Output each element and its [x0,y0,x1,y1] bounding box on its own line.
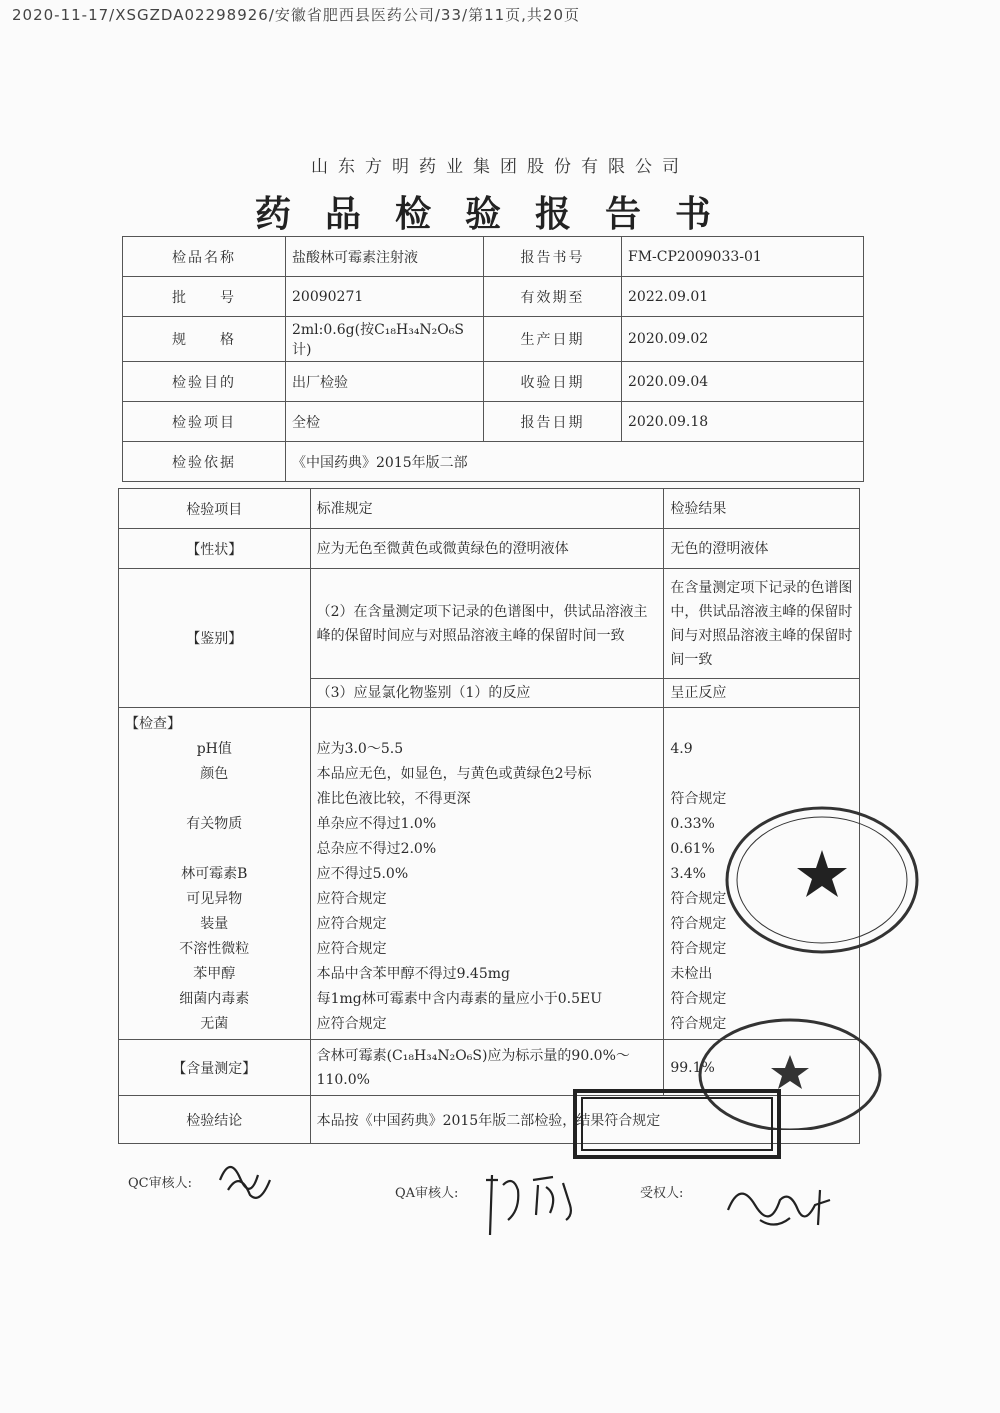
inspection-standard: 应符合规定 [316,916,387,932]
inspection-standard: 本品应无色，如显色，与黄色或黄绿色2号标 [316,766,592,782]
inspection-item [125,837,304,862]
inspection-result: 符合规定 [670,941,727,957]
product-name-value: 盐酸林可霉素注射液 [286,237,484,277]
production-date-value: 2020.09.02 [622,317,864,362]
inspection-standards [310,708,664,1040]
blank-line [317,712,658,737]
report-date-label: 报告日期 [484,402,622,442]
inspection-item: 有关物质 [186,816,243,832]
quality-seal-stamp [722,800,922,960]
assay-result: 99.1% [664,1040,860,1096]
inspection-standard: 应为3.0～5.5 [316,741,404,757]
assay-item: 【含量测定】 [119,1040,311,1096]
identification-result-2: 在含量测定项下记录的色谱图中，供试品溶液主峰的保留时间与对照品溶液主峰的保留时间一致 [664,569,860,679]
info-row [123,402,864,442]
inspection-result: 符合规定 [670,991,727,1007]
qa-reviewer-label: QA审核人: [395,1186,459,1201]
appearance-result: 无色的澄明液体 [664,529,860,569]
identification-row [119,569,860,679]
inspection-items [119,708,311,1040]
header-item: 检验项目 [119,489,311,529]
inspection-standard: 本品中含苯甲醇不得过9.45mg [316,966,510,982]
appearance-row [119,529,860,569]
inspection-standard: 每1mg林可霉素中含内毒素的量应小于0.5EU [316,991,603,1007]
inspection-result [670,762,853,787]
product-name-label: 检品名称 [123,237,286,277]
purpose-label: 检验目的 [123,362,286,402]
inspection-result: 符合规定 [670,891,727,907]
inspection-standard: 单杂应不得过1.0% [316,816,437,832]
qc-signature [210,1150,280,1210]
inspection-result: 0.61% [670,841,715,857]
qa-signature [478,1165,588,1250]
inspection-standard: 应符合规定 [316,1016,387,1032]
conclusion-label: 检验结论 [119,1096,311,1144]
batch-value: 20090271 [286,277,484,317]
inspection-standard: 应符合规定 [316,891,387,907]
info-row [123,317,864,362]
inspection-item: 林可霉素B [181,866,248,882]
assay-standard: 含林可霉素(C₁₈H₃₄N₂O₆S)应为标示量的90.0%～110.0% [310,1040,664,1096]
results-header-row [119,489,860,529]
inspection-heading: 【检查】 [125,716,181,732]
document-title: 药品检验报告书 [254,194,745,235]
inspection-result: 符合规定 [670,1016,727,1032]
items-label: 检验项目 [123,402,286,442]
identification-result-3: 呈正反应 [664,679,860,708]
inspection-result: 未检出 [670,966,713,982]
inspection-result: 0.33% [670,816,715,832]
inspection-result: 符合规定 [670,791,727,807]
identification-standard-3: （3）应显氯化物鉴别（1）的反应 [310,679,664,708]
company-name: 山东方明药业集团股份有限公司 [311,157,689,177]
production-date-label: 生产日期 [484,317,622,362]
report-no-label: 报告书号 [484,237,622,277]
header-result: 检验结果 [664,489,860,529]
fax-header-line: 2020-11-17/XSGZDA02298926/安徽省肥西县医药公司/33/第11页,共20页 [12,6,581,24]
inspection-item: 颜色 [200,766,229,782]
basis-value: 《中国药典》2015年版二部 [286,442,864,482]
inspection-item: 不溶性微粒 [179,941,250,957]
inspection-result: 4.9 [670,741,693,757]
header-standard: 标准规定 [310,489,664,529]
info-row [123,442,864,482]
inspection-standard: 应符合规定 [316,941,387,957]
inspection-item: pH值 [196,741,232,757]
inspection-item [125,787,304,812]
spec-value: 2ml:0.6g(按C₁₈H₃₄N₂O₆S计) [286,317,484,362]
qc-reviewer-label: QC审核人: [128,1176,192,1191]
expiry-value: 2022.09.01 [622,277,864,317]
inspection-item: 细菌内毒素 [179,991,250,1007]
info-row [123,277,864,317]
inspection-item: 无菌 [200,1016,229,1032]
inspection-item: 可见异物 [186,891,243,907]
purpose-value: 出厂检验 [286,362,484,402]
inspection-item: 装量 [200,916,229,932]
report-no-value: FM-CP2009033-01 [622,237,864,277]
report-date-value: 2020.09.18 [622,402,864,442]
receipt-date-value: 2020.09.04 [622,362,864,402]
inspection-standard: 总杂应不得过2.0% [316,841,437,857]
items-value: 全检 [286,402,484,442]
info-row [123,362,864,402]
inspection-standard: 应不得过5.0% [316,866,409,882]
conclusion-text: 本品按《中国药典》2015年版二部检验，结果符合规定 [310,1096,859,1144]
authorized-person-label: 受权人: [640,1186,684,1201]
inspection-item: 苯甲醇 [193,966,236,982]
qa-release-stamp [572,1088,782,1160]
authorized-signature [720,1170,850,1245]
info-row [123,237,864,277]
inspection-standard: 准比色液比较，不得更深 [316,791,471,807]
batch-label: 批 号 [123,277,286,317]
report-info-table [122,236,864,482]
inspection-result: 3.4% [670,866,706,882]
basis-label: 检验依据 [123,442,286,482]
inspection-result: 符合规定 [670,916,727,932]
spec-label: 规 格 [123,317,286,362]
blank-line [670,712,853,737]
receipt-date-label: 收验日期 [484,362,622,402]
identification-standard-2: （2）在含量测定项下记录的色谱图中，供试品溶液主峰的保留时间应与对照品溶液主峰的保留时间一致 [310,569,664,679]
identification-item: 【鉴别】 [119,569,311,708]
appearance-item: 【性状】 [119,529,311,569]
appearance-standard: 应为无色至微黄色或微黄绿色的澄明液体 [310,529,664,569]
expiry-label: 有效期至 [484,277,622,317]
